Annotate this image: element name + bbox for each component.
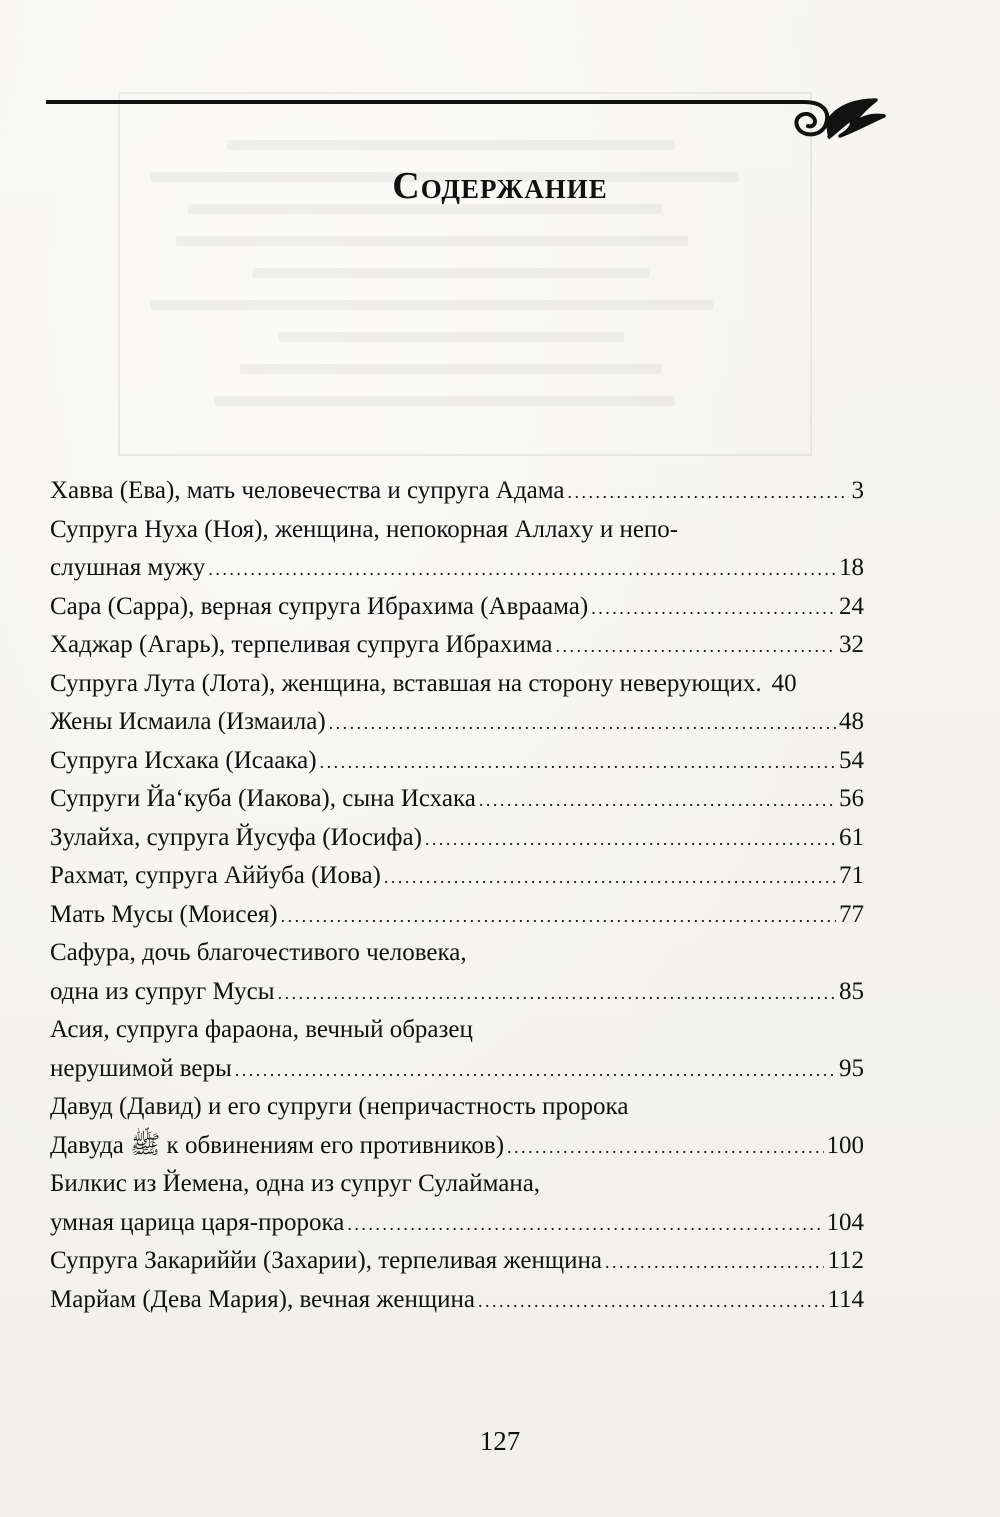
toc-entry[interactable] (50, 819, 864, 858)
toc-entry[interactable] (50, 665, 864, 704)
dot-leader (478, 1281, 824, 1307)
dot-leader (208, 549, 836, 575)
toc-entry[interactable] (50, 934, 864, 1011)
dot-leader (425, 819, 836, 845)
dot-leader (320, 742, 836, 768)
toc-entry-page: 114 (827, 1285, 864, 1313)
toc-entry-line (50, 857, 864, 896)
toc-entry-line (50, 934, 864, 973)
dot-leader (281, 896, 836, 922)
toc-entry-title: Хаджар (Агарь), терпеливая супруга Ибрахима (50, 631, 553, 658)
toc-entry-page: 100 (826, 1131, 864, 1159)
toc-entry[interactable] (50, 1281, 864, 1320)
dot-leader (591, 588, 836, 614)
toc-entry[interactable] (50, 472, 864, 511)
dot-leader (278, 973, 836, 999)
page-title: Содержание (392, 165, 608, 207)
toc-entry-title: Хавва (Ева), мать человечества и супруга Адама (50, 477, 565, 504)
dot-leader (479, 780, 836, 806)
toc-entry-page: 71 (839, 862, 864, 889)
toc-entry[interactable] (50, 511, 864, 588)
dot-leader (384, 857, 836, 883)
toc-entry[interactable] (50, 1165, 864, 1242)
toc-entry-line (50, 1204, 864, 1243)
toc-entry-page: 61 (839, 823, 864, 851)
toc-entry-page: 54 (839, 746, 864, 774)
toc-entry[interactable] (50, 1011, 864, 1088)
toc-entry[interactable] (50, 626, 864, 665)
toc-entry-page: 40 (771, 669, 797, 697)
toc-entry[interactable] (50, 588, 864, 627)
toc-entry-title: Супруги Йа‘куба (Иакова), сына Исхака (50, 785, 476, 812)
toc-entry-page: 56 (839, 785, 864, 812)
dot-leader (568, 472, 849, 498)
toc-entry[interactable] (50, 1242, 864, 1281)
toc-entry-title: Рахмат, супруга Аййуба (Иова) (50, 862, 381, 889)
toc-entry[interactable] (50, 703, 864, 742)
toc-entry-title: нерушимой веры (50, 1054, 232, 1082)
toc-entry-line (50, 665, 864, 704)
toc-entry-line (50, 780, 864, 819)
toc-entry-line (50, 1165, 864, 1204)
dot-leader (329, 703, 836, 729)
toc-entry-line (50, 819, 864, 858)
toc-entry-title: Давуда ﷺ к обвинениям его противников) (50, 1131, 505, 1159)
toc-entry-line (50, 1127, 864, 1166)
page-number: 127 (479, 1426, 521, 1456)
toc-entry-title: Супруга Закариййи (Захарии), терпеливая женщина (50, 1247, 602, 1274)
toc-entry-title: Зулайха, супруга Йусуфа (Иосифа) (50, 823, 422, 851)
toc-entry-line (50, 1011, 864, 1050)
toc-entry[interactable] (50, 896, 864, 935)
toc-entry-page: 32 (839, 631, 864, 658)
toc-entry-page: 85 (839, 977, 864, 1005)
toc-entry-title: Супруга Нуха (Ноя), женщина, непокорная Аллаxу и непо- (50, 515, 679, 543)
toc-entry-line (50, 549, 864, 588)
toc-entry-line (50, 703, 864, 742)
toc-entry[interactable] (50, 1088, 864, 1165)
toc-entry-title: Билкис из Йемена, одна из супруг Сулаймана, (50, 1170, 541, 1197)
flourish-ornament-icon (764, 94, 886, 154)
toc-entry[interactable] (50, 857, 864, 896)
toc-entry-page: 77 (839, 900, 864, 928)
toc-entry-title: умная царица царя-пророка (50, 1208, 345, 1236)
toc-entry-title: Давуд (Давид) и его супруги (непричастность пророка (50, 1093, 629, 1120)
toc-entry-line (50, 973, 864, 1012)
toc-entry-title: Супруга Лута (Лота), женщина, вставшая на сторону неверующих. (50, 669, 762, 697)
toc-entry-title: одна из супруг Мусы (50, 977, 275, 1005)
toc-entry-line (50, 472, 864, 511)
toc-entry-line (50, 1281, 864, 1320)
toc-entry-page: 18 (839, 554, 864, 581)
toc-entry[interactable] (50, 780, 864, 819)
dot-leader (605, 1242, 824, 1268)
toc-entry-line (50, 1242, 864, 1281)
toc-entry-line (50, 1088, 864, 1127)
header-rule (46, 100, 788, 104)
toc-entry-page: 104 (826, 1208, 864, 1236)
toc-entry-title: Асия, супруга фараона, вечный образец (50, 1016, 473, 1043)
table-of-contents (50, 472, 864, 1319)
toc-entry-page: 3 (851, 477, 864, 504)
toc-entry-title: Сафура, дочь благочестивого человека, (50, 939, 467, 966)
toc-entry-line (50, 511, 864, 550)
toc-entry-line (50, 896, 864, 935)
dot-leader (235, 1050, 836, 1076)
toc-entry-title: Сара (Сарра), верная супруга Ибрахима (Авраама) (50, 592, 589, 620)
toc-entry-page: 48 (839, 708, 864, 735)
toc-entry-title: Жены Исмаила (Измаила) (50, 708, 326, 735)
dot-leader (556, 626, 836, 652)
dot-leader (507, 1127, 823, 1153)
toc-entry-line (50, 588, 864, 627)
toc-entry-title: Мать Мусы (Моисея) (50, 900, 278, 928)
toc-entry-line (50, 1050, 864, 1089)
toc-entry[interactable] (50, 742, 864, 781)
toc-entry-page: 95 (839, 1054, 864, 1082)
toc-entry-title: слушная мужу (50, 554, 206, 581)
dot-leader (347, 1204, 823, 1230)
toc-entry-line (50, 626, 864, 665)
toc-entry-title: Супруга Исхака (Исаака) (50, 746, 317, 774)
toc-entry-page: 112 (827, 1247, 864, 1274)
toc-entry-page: 24 (839, 592, 864, 620)
toc-entry-title: Марйам (Дева Мария), вечная женщина (50, 1285, 475, 1313)
toc-entry-line (50, 742, 864, 781)
